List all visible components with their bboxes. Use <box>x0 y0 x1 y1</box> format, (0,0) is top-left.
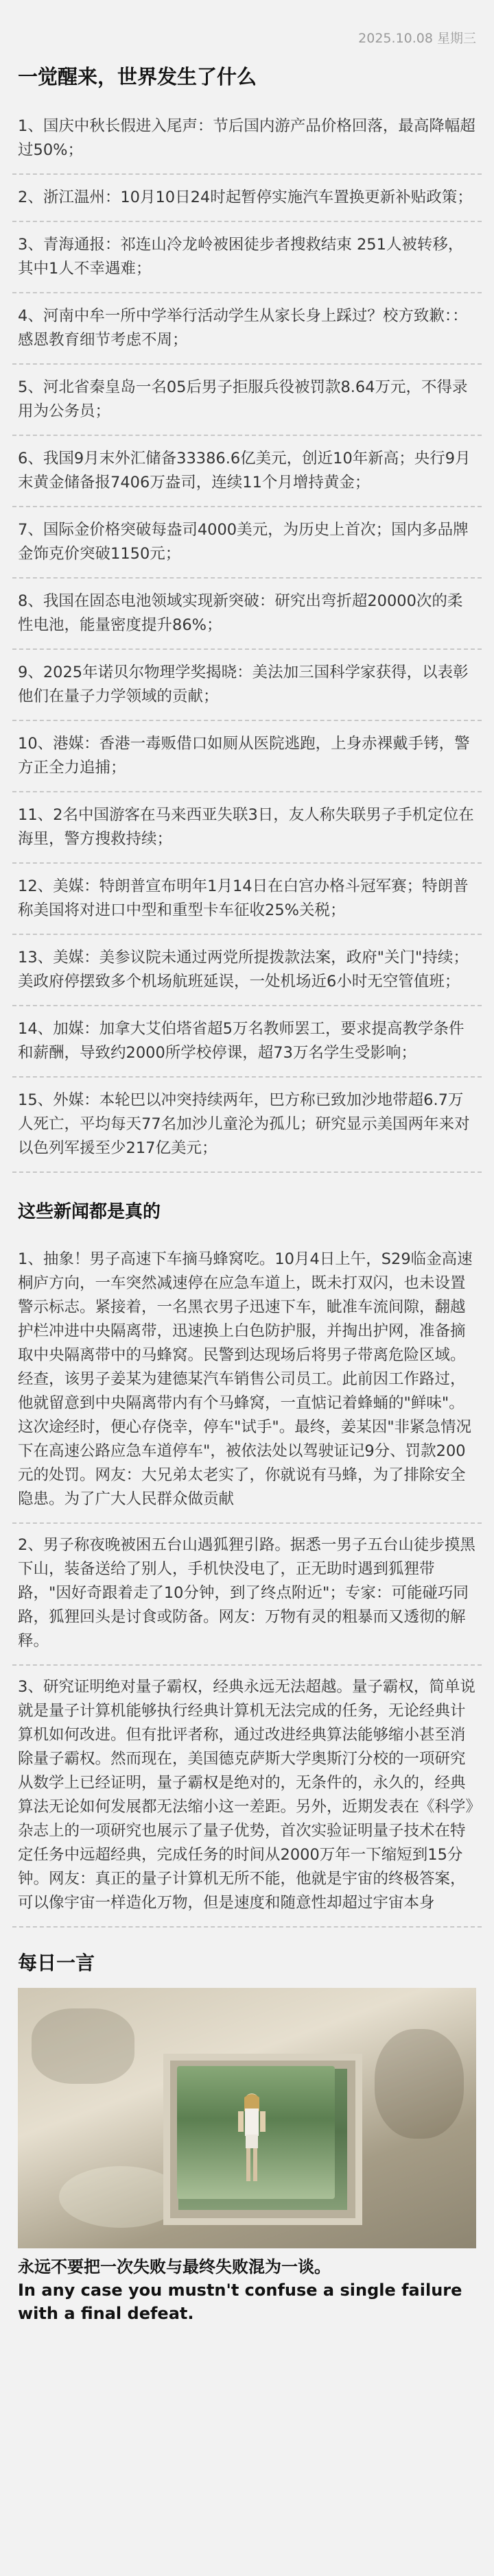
section-title-daily-quote: 每日一言 <box>18 1952 95 1974</box>
true-news-section <box>0 1198 494 1928</box>
daily-quote-section <box>0 1948 494 2325</box>
quote-photo <box>18 1988 476 2248</box>
news-item: 1、国庆中秋长假进入尾声：节后国内游产品价格回落，最高降幅超过50%； <box>12 104 482 175</box>
section-title-news: 一觉醒来，世界发生了什么 <box>18 65 257 88</box>
news-item: 10、港媒：香港一毒贩借口如厕从医院逃跑，上身赤裸戴手铐，警方正全力追捕； <box>12 721 482 792</box>
news-item: 5、河北省秦皇岛一名05后男子拒服兵役被罚款8.64万元，不得录用为公务员； <box>12 365 482 436</box>
true-news-list <box>0 1238 494 1928</box>
news-item: 11、2名中国游客在马来西亚失联3日，友人称失联男子手机定位在海里，警方搜救持续； <box>12 792 482 864</box>
quote-english: In any case you mustn't confuse a single failure with a final defeat. <box>18 2281 462 2323</box>
news-item: 15、外媒：本轮巴以冲突持续两年，巴方称已致加沙地带超6.7万人死亡，平均每天77名加沙儿童沦为孤儿；研究显示美国两年来对以色列军援至少217亿美元； <box>12 1078 482 1173</box>
news-item: 14、加媒：加拿大艾伯塔省超5万名教师罢工，要求提高教学条件和薪酬，导致约2000所学校停课，超73万名学生受影响； <box>12 1006 482 1078</box>
news-item: 8、我国在固态电池领域实现新突破：研究出弯折超20000次的柔性电池，能量密度提升86%； <box>12 579 482 650</box>
quote-chinese: 永远不要把一次失败与最终失败混为一谈。 <box>18 2257 331 2276</box>
girl-figure-icon <box>236 2091 268 2187</box>
section-title-true-news: 这些新闻都是真的 <box>18 1202 161 1222</box>
true-news-item: 2、男子称夜晚被困五台山遇狐狸引路。据悉一男子五台山徒步摸黑下山，装备送给了别人，手机快没电了，正无助时遇到狐狸带路，"因好奇跟着走了10分钟，到了终点附近"；专家：可能碰巧同路，狐狸回头是讨食或防备。网友：万物有灵的粗暴而又透彻的解释。 <box>12 1524 482 1666</box>
news-list <box>0 104 494 1173</box>
news-item: 7、国际金价格突破每盎司4000美元，为历史上首次；国内多品牌金饰克价突破1150元； <box>12 507 482 579</box>
news-item: 3、青海通报：祁连山冷龙岭被困徒步者搜救结束 251人被转移，其中1人不幸遇难； <box>12 222 482 293</box>
news-item: 4、河南中牟一所中学举行活动学生从家长身上踩过？校方致歉：：感恩教育细节考虑不周； <box>12 293 482 365</box>
true-news-item: 1、抽象！男子高速下车摘马蜂窝吃。10月4日上午，S29临金高速桐庐方向，一车突然减速停在应急车道上，既未打双闪，也未设置警示标志。紧接着，一名黑衣男子迅速下车，眦准车流间隙，翻越护栏冲进中央隔离带，迅速换上白色防护服，并掏出护网，准备摘取中央隔离带中的马蜂窝。民警到达现场后将男子带离危险区域。经查，该男子姜某为建德某汽车销售公司员工。此前因工作路过，他就留意到中央隔离带内有个马蜂窝，一直惦记着蜂蛹的"鲜味"。这次途经时，便心存侥幸，停车"试手"。最终，姜某因"非紧急情况下在高速公路应急车道停车"，被依法处以驾驶证记9分、罚款200元的处罚。网友：大兄弟太老实了，你就说有马蜂，为了排除安全隐患。为了广大人民群众做贡献 <box>12 1238 482 1524</box>
news-item: 6、我国9月末外汇储备33386.6亿美元，创近10年新高；央行9月末黄金储备报7406万盎司，连续11个月增持黄金； <box>12 436 482 507</box>
news-item: 9、2025年诺贝尔物理学奖揭晓：美法加三国科学家获得，以表彰他们在量子力学领域的贡献； <box>12 650 482 721</box>
date-label: 2025.10.08 星期三 <box>358 31 476 46</box>
photo-texture <box>375 2029 464 2139</box>
news-item: 2、浙江温州：10月10日24时起暂停实施汽车置换更新补贴政策； <box>12 175 482 222</box>
news-item: 12、美媒：特朗普宣布明年1月14日在白宫办格斗冠军赛；特朗普称美国将对进口中型和重型卡车征收25%关税； <box>12 864 482 935</box>
news-item: 13、美媒：美参议院未通过两党所提拨款法案，政府"关门"持续；美政府停摆致多个机场航班延误，一处机场近6小时无空管值班； <box>12 935 482 1006</box>
true-news-item: 3、研究证明绝对量子霸权，经典永远无法超越。量子霸权，简单说就是量子计算机能够执行经典计算机无法完成的任务，无论经典计算机如何改进。但有批评者称，通过改进经典算法能够缩小甚至消除量子霸权。然而现在，美国德克萨斯大学奥斯汀分校的一项研究从数学上已经证明，量子霸权是绝对的，无条件的，永久的，经典算法无论如何发展都无法缩小这一差距。另外，近期发表在《科学》杂志上的一项研究也展示了量子优势，首次实验证明量子技术在特定任务中远超经典，完成任务的时间从2000万年一下缩短到15分钟。网友：真正的量子计算机无所不能，他就是宇宙的终极答案，可以像宇宙一样造化万物，但是速度和随意性却超过宇宙本身 <box>12 1666 482 1928</box>
photo-texture <box>32 2008 134 2084</box>
